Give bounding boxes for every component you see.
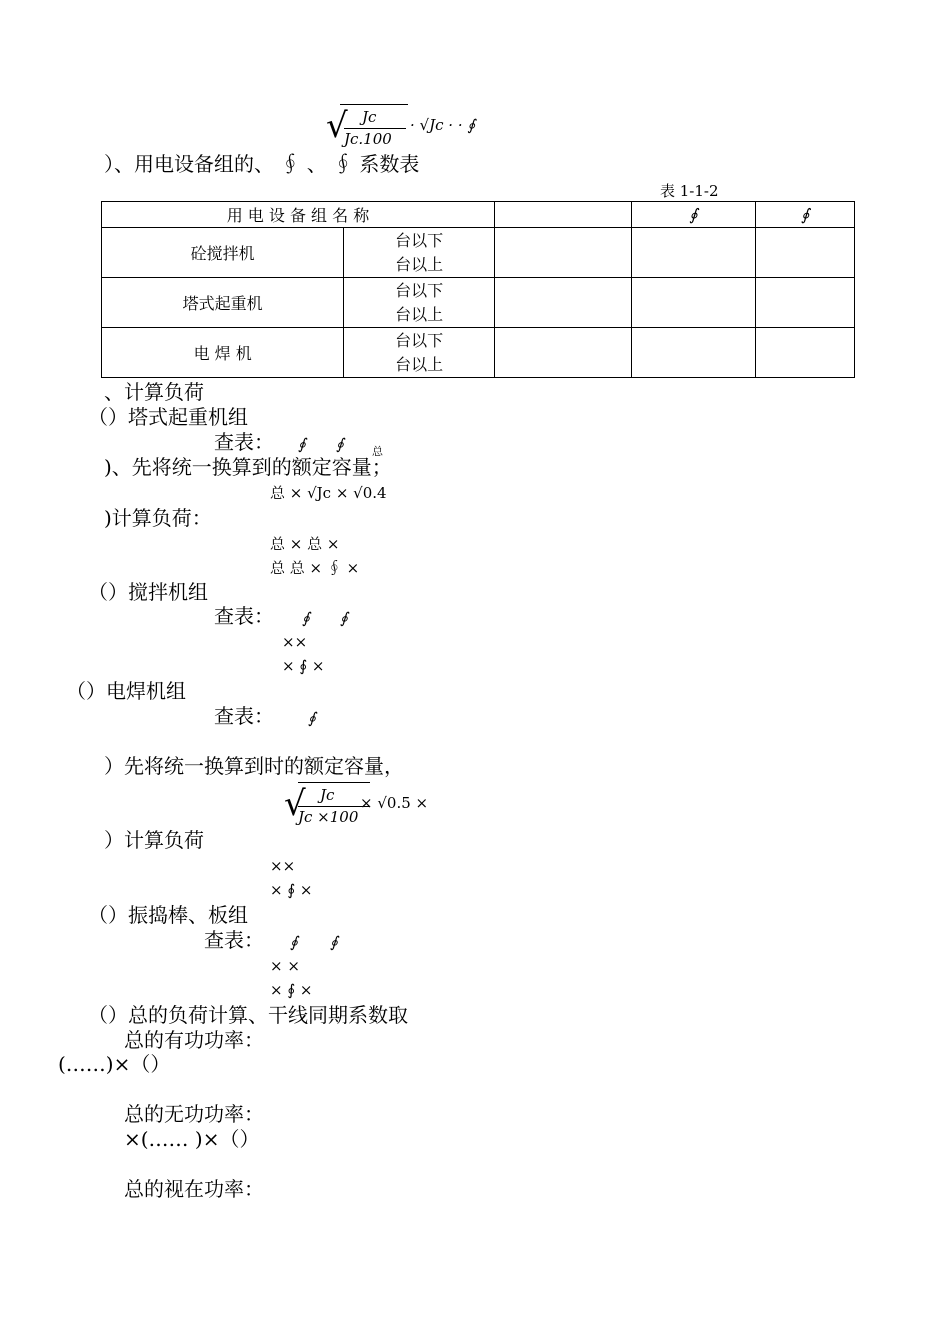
welder-formula-overline (298, 782, 370, 783)
top-formula-denominator: Jc.100 (344, 130, 392, 148)
total-reactive-power-label: 总的无功功率： (124, 1102, 264, 1126)
header-col-4: ∮ (756, 202, 855, 228)
lookup-symbol: ∮ (330, 933, 338, 951)
top-formula-bar (344, 128, 406, 129)
total-active-power-label: 总的有功功率： (124, 1028, 264, 1052)
welder-formula-tail: × √0.5 × (360, 794, 429, 812)
convert-line: )、先将统一换算到的额定容量； (104, 455, 392, 479)
section-mixer: （）搅拌机组 (88, 580, 208, 604)
welder-convert-line: ）先将统一换算到时的额定容量， (104, 754, 404, 778)
table-cell (631, 278, 756, 328)
calc-load-line: )计算负荷： (104, 506, 212, 530)
table-cell (756, 228, 855, 278)
lookup-label: 查表： (204, 928, 264, 952)
subscript-total: 总 (372, 445, 383, 458)
section-welder: （）电焊机组 (66, 679, 186, 703)
table-cell (494, 328, 631, 378)
total-reactive-power-formula: ×(…… )×（） (124, 1127, 260, 1151)
table-cell (631, 328, 756, 378)
lookup-symbol: ∮ (336, 435, 344, 453)
table-title-line: ）、用电设备组的、 ∮ 、 ∮ 系数表 (104, 152, 420, 176)
lookup-symbol: ∮ (290, 933, 298, 951)
mixer-formula-2: × ∮ × (282, 657, 325, 675)
sqrt-sign: √ (326, 106, 348, 146)
coefficient-table (101, 201, 855, 378)
welder-formula-numerator: Jc (320, 786, 335, 804)
table-cell (756, 328, 855, 378)
lookup-symbol: ∮ (308, 709, 316, 727)
table-cell (494, 228, 631, 278)
top-formula (326, 104, 476, 148)
section-vibrator: （）振捣棒、板组 (88, 903, 248, 927)
lookup-label: 查表： (214, 704, 274, 728)
welder-formula-denominator: Jc ×100 (298, 808, 359, 826)
group-name: 砼搅拌机 (102, 228, 344, 278)
welder-calc-load: ）计算负荷 (104, 828, 204, 852)
total-apparent-power-label: 总的视在功率： (124, 1177, 264, 1201)
welder-formula-1: ×× (270, 857, 296, 875)
group-sub: 台以下 台以上 (344, 278, 495, 328)
total-active-power-formula: (……)×（） (58, 1052, 171, 1076)
section-calc-load: 、计算负荷 (104, 380, 204, 404)
header-col-3: ∮ (631, 202, 756, 228)
calc-formula-2: 总 总 × ∮ × (270, 559, 360, 577)
lookup-label: 查表： (214, 604, 274, 628)
top-formula-numerator: Jc (362, 108, 377, 126)
mixer-formula-1: ×× (282, 633, 308, 651)
table-cell (494, 278, 631, 328)
sqrt-sign: √ (284, 784, 306, 824)
welder-formula (284, 782, 444, 828)
top-formula-fraction (340, 104, 408, 105)
lookup-label: 查表： (214, 430, 274, 454)
calc-formula-1: 总 × 总 × (270, 535, 340, 553)
vibrator-formula-1: × × (270, 957, 300, 975)
group-name: 塔式起重机 (102, 278, 344, 328)
convert-formula: 总 × √Jc × √0.4 (270, 484, 387, 502)
top-formula-tail: · √Jc · · ∮ (410, 116, 476, 134)
group-sub: 台以下 台以上 (344, 228, 495, 278)
header-group-name: 用 电 设 备 组 名 称 (102, 202, 495, 228)
group-name: 电 焊 机 (102, 328, 344, 378)
lookup-symbol: ∮ (298, 435, 306, 453)
vibrator-formula-2: × ∮ × (270, 981, 313, 999)
lookup-symbol: ∮ (340, 609, 348, 627)
group-sub: 台以下 台以上 (344, 328, 495, 378)
table-label: 表 1-1-2 (660, 182, 719, 200)
welder-formula-2: × ∮ × (270, 881, 313, 899)
table-cell (631, 228, 756, 278)
header-col-2 (494, 202, 631, 228)
lookup-symbol: ∮ (302, 609, 310, 627)
section-tower-crane: （）塔式起重机组 (88, 405, 248, 429)
table-cell (756, 278, 855, 328)
section-total-load: （）总的负荷计算、干线同期系数取 (88, 1003, 408, 1027)
